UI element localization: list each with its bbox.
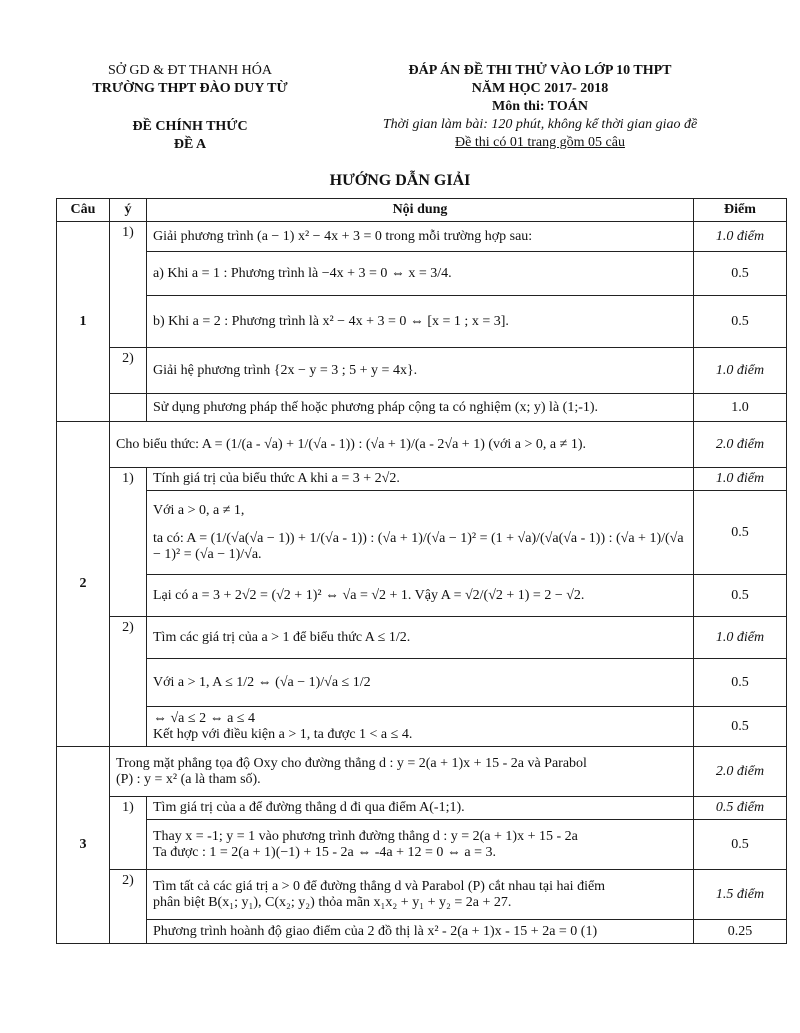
- official-label: ĐỀ CHÍNH THỨC: [132, 119, 248, 134]
- part-label: 1): [110, 222, 147, 348]
- score-cell: 0.5: [694, 575, 787, 617]
- question-number: 2: [57, 422, 110, 747]
- table-row: [57, 468, 787, 491]
- school-name: TRƯỜNG THPT ĐÀO DUY TỪ: [92, 81, 288, 96]
- part-label: 1): [110, 468, 147, 617]
- table-row: [57, 348, 787, 394]
- question-number: 1: [57, 222, 110, 422]
- department-name: SỞ GD & ĐT THANH HÓA: [108, 63, 272, 78]
- content-cell: [147, 491, 694, 575]
- part-label: 2): [110, 617, 147, 747]
- table-header-row: [57, 199, 787, 222]
- content-line: Ta được : 1 = 2(a + 1)(−1) + 15 - 2a ⇔ -4a + 12 = 0 ⇔ a = 3.: [153, 844, 496, 860]
- score-cell: 1.5 điểm: [694, 870, 787, 920]
- content-cell: [110, 747, 694, 797]
- content-line: (P) : y = x² (a là tham số).: [116, 771, 261, 787]
- score-cell: 1.0: [694, 394, 787, 422]
- score-cell: 0.5: [694, 707, 787, 747]
- content-cell: b) Khi a = 2 : Phương trình là x² − 4x + 3 = 0 ⇔ [x = 1 ; x = 3].: [147, 296, 694, 348]
- part-label: 2): [110, 870, 147, 944]
- content-cell: [147, 707, 694, 747]
- page-info: Đề thi có 01 trang gồm 05 câu: [455, 135, 625, 150]
- part-label: 1): [110, 797, 147, 870]
- content-line: Với a > 0, a ≠ 1,: [153, 502, 245, 518]
- score-cell: 0.5: [694, 659, 787, 707]
- content-cell: Tìm giá trị của a để đường thẳng d đi qua điểm A(-1;1).: [147, 797, 694, 820]
- content-cell: a) Khi a = 1 : Phương trình là −4x + 3 = 0 ⇔ x = 3/4.: [147, 252, 694, 296]
- content-line: Tìm tất cả các giá trị a > 0 để đường thẳng d và Parabol (P) cắt nhau tại hai điểm: [153, 878, 606, 894]
- table-row: [57, 296, 787, 348]
- score-cell: 1.0 điểm: [694, 617, 787, 659]
- score-cell: 0.5: [694, 820, 787, 870]
- score-cell: 1.0 điểm: [694, 468, 787, 491]
- score-cell: 2.0 điểm: [694, 747, 787, 797]
- school-year: NĂM HỌC 2017- 2018: [471, 81, 609, 96]
- table-row: [57, 222, 787, 252]
- table-row: [57, 617, 787, 659]
- table-row: [57, 491, 787, 575]
- question-number: 3: [57, 747, 110, 944]
- header-cau: Câu: [57, 199, 110, 222]
- score-cell: 0.5: [694, 296, 787, 348]
- time-limit: Thời gian làm bài: 120 phút, không kể thời gian giao đề: [382, 117, 698, 132]
- content-cell: Lại có a = 3 + 2√2 = (√2 + 1)² ⇔ √a = √2 + 1. Vậy A = √2/(√2 + 1) = 2 − √2.: [147, 575, 694, 617]
- table-row: [57, 870, 787, 920]
- table-row: [57, 575, 787, 617]
- score-cell: 2.0 điểm: [694, 422, 787, 468]
- table-row: [57, 797, 787, 820]
- content-cell: Sử dụng phương pháp thế hoặc phương pháp cộng ta có nghiệm (x; y) là (1;-1).: [147, 394, 694, 422]
- table-row: [57, 747, 787, 797]
- table-row: [57, 659, 787, 707]
- guide-title: HƯỚNG DẪN GIẢI: [329, 172, 471, 189]
- content-cell: Giải phương trình (a − 1) x² − 4x + 3 = 0 trong mỗi trường hợp sau:: [147, 222, 694, 252]
- content-line: ta có: A = (1/(√a(√a − 1)) + 1/(√a - 1)) : (√a + 1)/(√a − 1)² = (1 + √a)/(√a(√a - 1)) : (√a + 1)/(√a − 1)² = (√a − 1)/√a.: [153, 530, 684, 562]
- score-cell: 1.0 điểm: [694, 348, 787, 394]
- header-y: ý: [110, 199, 147, 222]
- content-line: phân biệt B(x₁; y₁), C(x₂; y₂) thỏa mãn x₁x₂ + y₁ + y₂ = 2a + 27.: [153, 894, 512, 910]
- solution-table: [56, 198, 787, 944]
- content-line: Thay x = -1; y = 1 vào phương trình đường thẳng d : y = 2(a + 1)x + 15 - 2a: [153, 828, 578, 844]
- table-row: [57, 394, 787, 422]
- score-cell: 0.5: [694, 491, 787, 575]
- content-line: Trong mặt phẳng tọa độ Oxy cho đường thẳng d : y = 2(a + 1)x + 15 - 2a và Parabol: [116, 755, 587, 771]
- content-cell: [147, 820, 694, 870]
- exam-code: ĐỀ A: [173, 137, 207, 152]
- part-label: 2): [110, 348, 147, 394]
- content-cell: Tính giá trị của biểu thức A khi a = 3 + 2√2.: [147, 468, 694, 491]
- score-cell: 1.0 điểm: [694, 222, 787, 252]
- content-line: Kết hợp với điều kiện a > 1, ta được 1 < a ≤ 4.: [153, 726, 413, 742]
- score-cell: 0.5 điểm: [694, 797, 787, 820]
- table-row: [57, 820, 787, 870]
- content-cell: Tìm các giá trị của a > 1 để biểu thức A ≤ 1/2.: [147, 617, 694, 659]
- content-cell: [147, 870, 694, 920]
- score-cell: 0.5: [694, 252, 787, 296]
- content-cell: Phương trình hoành độ giao điểm của 2 đồ thị là x² - 2(a + 1)x - 15 + 2a = 0 (1): [147, 920, 694, 944]
- answer-key-title: ĐÁP ÁN ĐỀ THI THỬ VÀO LỚP 10 THPT: [408, 63, 672, 78]
- subject: Môn thi: TOÁN: [492, 99, 588, 114]
- content-cell: Cho biểu thức: A = (1/(a - √a) + 1/(√a - 1)) : (√a + 1)/(a - 2√a + 1) (với a > 0, a ≠ 1).: [110, 422, 694, 468]
- header-diem: Điểm: [694, 199, 787, 222]
- header-noidung: Nội dung: [147, 199, 694, 222]
- content-cell: Với a > 1, A ≤ 1/2 ⇔ (√a − 1)/√a ≤ 1/2: [147, 659, 694, 707]
- table-row: [57, 920, 787, 944]
- table-row: [57, 252, 787, 296]
- table-row: [57, 707, 787, 747]
- content-line: ⇔ √a ≤ 2 ⇔ a ≤ 4: [153, 710, 255, 726]
- score-cell: 0.25: [694, 920, 787, 944]
- table-row: [57, 422, 787, 468]
- content-cell: Giải hệ phương trình {2x − y = 3 ; 5 + y = 4x}.: [147, 348, 694, 394]
